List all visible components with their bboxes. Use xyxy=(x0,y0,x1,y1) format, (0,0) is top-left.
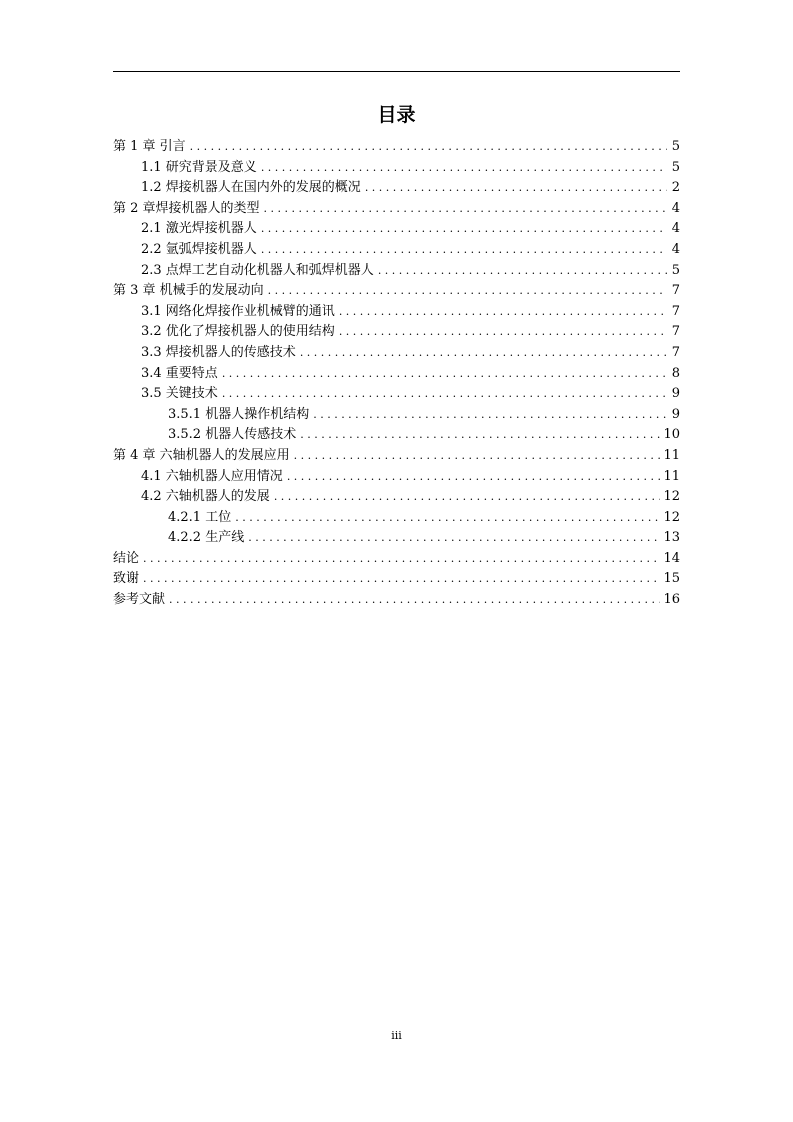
toc-entry-label: 参考文献 xyxy=(113,592,166,608)
dot-leader xyxy=(261,219,667,240)
toc-entry-label: 4.2.1 工位 xyxy=(168,509,232,525)
toc-entry-page-number: 12 xyxy=(663,509,680,525)
toc-entry-page-number: 5 xyxy=(671,159,680,175)
toc-entry-label: 2.2 氩弧焊接机器人 xyxy=(141,241,257,257)
toc-entry[interactable] xyxy=(113,158,680,179)
toc-entry-label: 3.5.1 机器人操作机结构 xyxy=(168,406,310,422)
dot-leader xyxy=(248,528,660,549)
toc-entry-label: 4.2 六轴机器人的发展 xyxy=(141,489,270,505)
toc-entry[interactable] xyxy=(113,487,680,508)
toc-entry[interactable] xyxy=(113,467,680,488)
dot-leader xyxy=(264,199,667,220)
toc-entry[interactable] xyxy=(113,137,680,158)
toc-entry[interactable] xyxy=(113,384,680,405)
toc-entry-label: 4.1 六轴机器人应用情况 xyxy=(141,468,283,484)
toc-entry[interactable] xyxy=(113,199,680,220)
toc-entry[interactable] xyxy=(113,281,680,302)
toc-entry-label: 4.2.2 生产线 xyxy=(168,530,245,546)
toc-entry[interactable] xyxy=(113,240,680,261)
toc-entry-page-number: 16 xyxy=(663,592,680,608)
toc-entry-page-number: 5 xyxy=(671,139,680,154)
dot-leader xyxy=(287,467,661,488)
dot-leader xyxy=(235,508,660,529)
toc-entry-page-number: 2 xyxy=(671,180,680,196)
toc-entry-page-number: 7 xyxy=(671,283,680,299)
dot-leader xyxy=(365,178,667,199)
toc-entry-label: 3.2 优化了焊接机器人的使用结构 xyxy=(141,324,335,340)
toc-entry[interactable] xyxy=(113,446,680,467)
toc-entry-label: 第 1 章 引言 xyxy=(113,139,186,154)
toc-entry-page-number: 11 xyxy=(663,468,680,484)
table-of-contents xyxy=(113,137,680,611)
toc-entry-label: 1.1 研究背景及意义 xyxy=(141,159,257,175)
toc-entry-label: 2.3 点焊工艺自动化机器人和弧焊机器人 xyxy=(141,262,374,278)
dot-leader xyxy=(339,322,667,343)
toc-entry-page-number: 8 xyxy=(671,365,680,381)
dot-leader xyxy=(274,487,661,508)
toc-entry[interactable] xyxy=(113,343,680,364)
toc-entry[interactable] xyxy=(113,405,680,426)
toc-entry[interactable] xyxy=(113,322,680,343)
header-rule xyxy=(113,71,680,72)
toc-entry[interactable] xyxy=(113,261,680,282)
toc-entry[interactable] xyxy=(113,528,680,549)
toc-entry[interactable] xyxy=(113,508,680,529)
dot-leader xyxy=(143,549,660,570)
toc-entry-label: 第 2 章焊接机器人的类型 xyxy=(113,200,260,216)
toc-entry-page-number: 13 xyxy=(663,530,680,546)
dot-leader xyxy=(222,364,667,385)
toc-entry-label: 3.4 重要特点 xyxy=(141,365,218,381)
dot-leader xyxy=(143,569,660,590)
dot-leader xyxy=(300,343,667,364)
toc-entry-page-number: 4 xyxy=(671,241,680,257)
toc-entry-page-number: 10 xyxy=(663,427,680,443)
toc-entry-page-number: 4 xyxy=(671,221,680,237)
toc-entry[interactable] xyxy=(113,302,680,323)
toc-entry[interactable] xyxy=(113,219,680,240)
toc-entry-page-number: 9 xyxy=(671,386,680,402)
toc-entry-page-number: 11 xyxy=(663,447,680,463)
toc-entry-label: 3.5.2 机器人传感技术 xyxy=(168,427,297,443)
dot-leader xyxy=(190,137,667,158)
toc-entry-label: 2.1 激光焊接机器人 xyxy=(141,221,257,237)
toc-entry-label: 3.5 关键技术 xyxy=(141,386,218,402)
toc-entry[interactable] xyxy=(113,178,680,199)
toc-entry-page-number: 14 xyxy=(663,550,680,566)
toc-entry[interactable] xyxy=(113,569,680,590)
toc-entry-label: 第 3 章 机械手的发展动向 xyxy=(113,283,264,299)
toc-entry-page-number: 15 xyxy=(663,571,680,587)
toc-entry-label: 1.2 焊接机器人在国内外的发展的概况 xyxy=(141,180,361,196)
dot-leader xyxy=(261,158,667,179)
toc-entry-page-number: 9 xyxy=(671,406,680,422)
toc-entry-page-number: 5 xyxy=(671,262,680,278)
toc-entry-label: 结论 xyxy=(113,550,140,566)
dot-leader xyxy=(378,261,667,282)
dot-leader xyxy=(300,425,660,446)
toc-entry-page-number: 4 xyxy=(671,200,680,216)
dot-leader xyxy=(339,302,667,323)
toc-entry-label: 第 4 章 六轴机器人的发展应用 xyxy=(113,447,290,463)
toc-entry[interactable] xyxy=(113,425,680,446)
toc-entry-label: 3.1 网络化焊接作业机械臂的通讯 xyxy=(141,303,335,319)
toc-entry-label: 3.3 焊接机器人的传感技术 xyxy=(141,344,296,360)
toc-entry-page-number: 7 xyxy=(671,344,680,360)
dot-leader xyxy=(222,384,667,405)
dot-leader xyxy=(294,446,661,467)
footer-page-number: iii xyxy=(391,1029,402,1042)
dot-leader xyxy=(268,281,667,302)
dot-leader xyxy=(313,405,667,426)
page-title: 目录 xyxy=(377,104,416,126)
toc-entry[interactable] xyxy=(113,549,680,570)
dot-leader xyxy=(261,240,667,261)
toc-entry-label: 致谢 xyxy=(113,571,140,587)
toc-entry-page-number: 7 xyxy=(671,303,680,319)
dot-leader xyxy=(169,590,660,611)
toc-entry-page-number: 12 xyxy=(663,489,680,505)
toc-entry[interactable] xyxy=(113,590,680,611)
toc-entry-page-number: 7 xyxy=(671,324,680,340)
toc-entry[interactable] xyxy=(113,364,680,385)
